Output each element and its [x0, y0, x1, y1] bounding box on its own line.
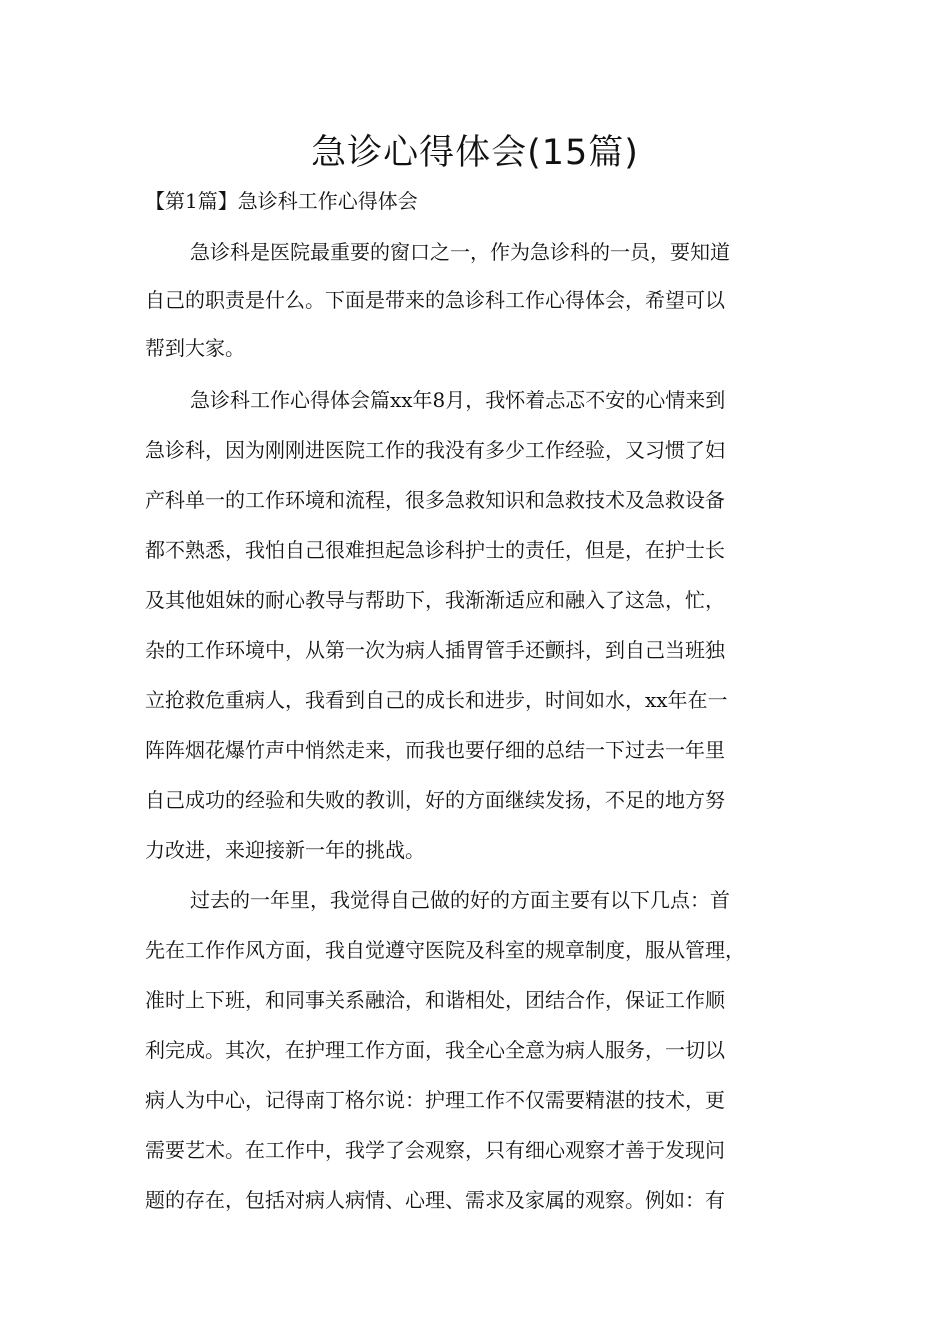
- text-line: 急诊科是医院最重要的窗口之一，作为急诊科的一员，要知道: [190, 240, 730, 264]
- text-line: 杂的工作环境中，从第一次为病人插胃管手还颤抖，到自己当班独: [145, 638, 725, 662]
- text-line: 过去的一年里，我觉得自己做的好的方面主要有以下几点：首: [190, 888, 730, 912]
- text-line: 阵阵烟花爆竹声中悄然走来，而我也要仔细的总结一下过去一年里: [145, 738, 725, 762]
- text-line: 自己成功的经验和失败的教训，好的方面继续发扬，不足的地方努: [145, 788, 725, 812]
- text-line: 病人为中心，记得南丁格尔说：护理工作不仅需要精湛的技术，更: [145, 1088, 725, 1112]
- text-line: 准时上下班，和同事关系融洽，和谐相处，团结合作，保证工作顺: [145, 988, 725, 1012]
- document-title: 急诊心得体会(15篇): [311, 133, 639, 173]
- text-line: 立抢救危重病人，我看到自己的成长和进步，时间如水，xx年在一: [145, 688, 728, 712]
- text-line: 急诊科工作心得体会篇xx年8月，我怀着忐忑不安的心情来到: [190, 388, 726, 412]
- text-line: 先在工作作风方面，我自觉遵守医院及科室的规章制度，服从管理，: [145, 938, 745, 962]
- text-line: 需要艺术。在工作中，我学了会观察，只有细心观察才善于发现问: [145, 1138, 725, 1162]
- text-line: 及其他姐妹的耐心教导与帮助下，我渐渐适应和融入了这急，忙，: [145, 588, 725, 612]
- text-line: 题的存在，包括对病人病情、心理、需求及家属的观察。例如：有: [145, 1188, 725, 1212]
- text-line: 力改进，来迎接新一年的挑战。: [145, 838, 425, 862]
- section-heading: 【第1篇】急诊科工作心得体会: [145, 189, 418, 213]
- text-line: 都不熟悉，我怕自己很难担起急诊科护士的责任，但是，在护士长: [145, 538, 725, 562]
- text-line: 帮到大家。: [145, 336, 245, 360]
- text-line: 产科单一的工作环境和流程，很多急救知识和急救技术及急救设备: [145, 488, 725, 512]
- text-line: 急诊科，因为刚刚进医院工作的我没有多少工作经验，又习惯了妇: [145, 438, 725, 462]
- text-line: 自己的职责是什么。下面是带来的急诊科工作心得体会，希望可以: [145, 288, 725, 312]
- text-line: 利完成。其次，在护理工作方面，我全心全意为病人服务，一切以: [145, 1038, 725, 1062]
